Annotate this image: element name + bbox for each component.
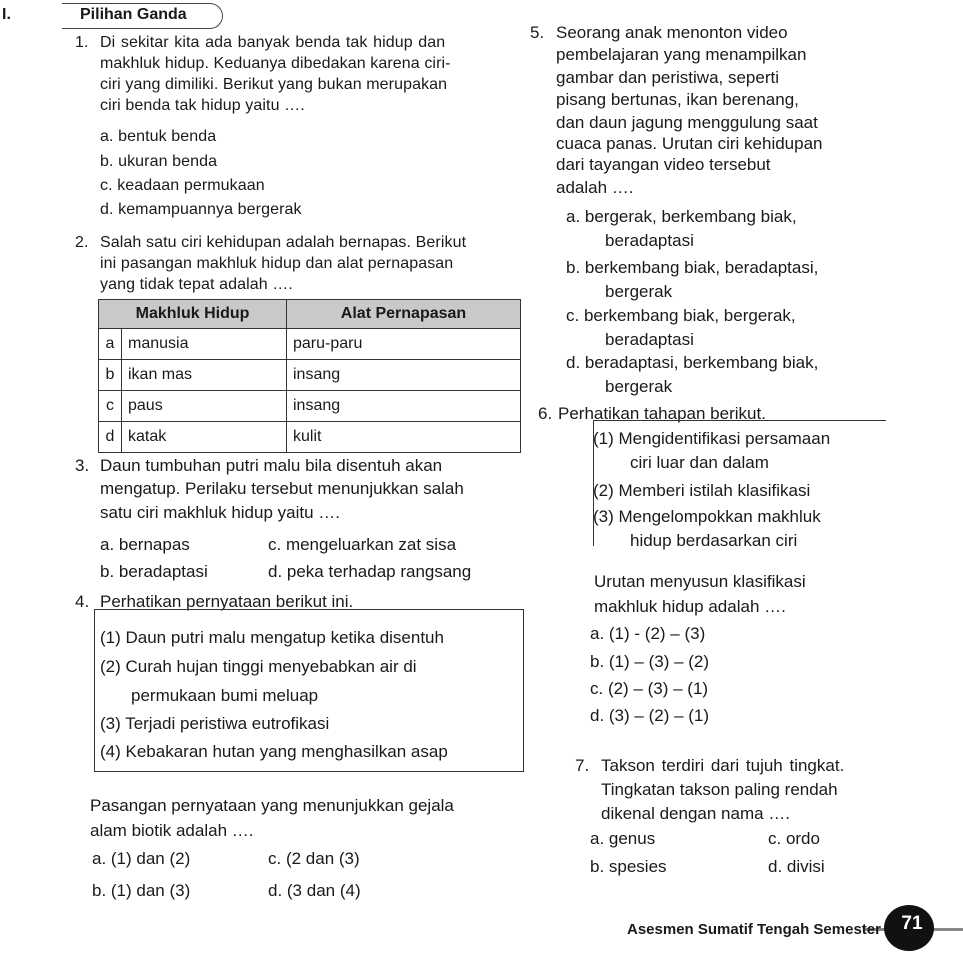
q6-number: 6. [538, 404, 553, 423]
q5-line-5: dan daun jagung menggulung saat [556, 113, 818, 132]
row-letter: a [99, 329, 122, 360]
q5-option-b-cont: bergerak [605, 282, 673, 301]
q3-option-a[interactable]: a. bernapas [100, 535, 190, 554]
q2-line-2: ini pasangan makhluk hidup dan alat pernapasan [100, 255, 454, 272]
q6-step-3: (3) Mengelompokkan makhluk [593, 507, 821, 526]
section-number: I. [2, 6, 11, 23]
row-letter: b [99, 360, 122, 391]
q5-option-c-cont: beradaptasi [605, 330, 694, 349]
q5-option-a[interactable]: a. bergerak, berkembang biak, [566, 207, 797, 226]
q6-question-line-1: Urutan menyusun klasifikasi [594, 572, 806, 591]
row-alat: insang [287, 360, 521, 391]
q5-line-4: pisang bertunas, ikan berenang, [556, 90, 799, 109]
q2-line-1: Salah satu ciri kehidupan adalah bernapas. Berikut [100, 234, 467, 251]
q4-option-d[interactable]: d. (3 dan (4) [268, 881, 361, 900]
q1-number: 1. [75, 34, 89, 51]
q3-line-1: Daun tumbuhan putri malu bila disentuh akan [100, 456, 443, 475]
q7-line-1: Takson terdiri dari tujuh tingkat. [601, 756, 845, 775]
q1-line-2: makhluk hidup. Keduanya dibedakan karena ciri- [100, 55, 451, 72]
q5-option-a-cont: beradaptasi [605, 231, 694, 250]
q7-option-c[interactable]: c. ordo [768, 829, 820, 848]
q4-statement-3: (3) Terjadi peristiwa eutrofikasi [100, 714, 330, 733]
q4-question-line-1: Pasangan pernyataan yang menunjukkan gejala [90, 796, 454, 815]
q4-option-b[interactable]: b. (1) dan (3) [92, 881, 191, 900]
q4-statement-4: (4) Kebakaran hutan yang menghasilkan asap [100, 742, 448, 761]
q4-statement-2-cont: permukaan bumi meluap [131, 686, 319, 705]
q5-option-d-cont: bergerak [605, 377, 673, 396]
q2-line-3: yang tidak tepat adalah …. [100, 276, 293, 293]
q6-option-b[interactable]: b. (1) – (3) – (2) [590, 652, 710, 671]
row-makhluk: manusia [122, 329, 287, 360]
table-header-alat: Alat Pernapasan [287, 300, 521, 329]
q5-line-2: pembelajaran yang menampilkan [556, 45, 807, 64]
q6-step-2: (2) Memberi istilah klasifikasi [593, 481, 811, 500]
q5-option-b[interactable]: b. berkembang biak, beradaptasi, [566, 258, 819, 277]
row-makhluk: ikan mas [122, 360, 287, 391]
q5-option-d[interactable]: d. beradaptasi, berkembang biak, [566, 353, 819, 372]
q3-option-b[interactable]: b. beradaptasi [100, 562, 208, 581]
q5-line-7: dari tayangan video tersebut [556, 155, 771, 174]
q3-number: 3. [75, 456, 90, 475]
q5-line-6: cuaca panas. Urutan ciri kehidupan [556, 134, 823, 153]
q7-number: 7. [575, 756, 590, 775]
q4-question-line-2: alam biotik adalah …. [90, 821, 254, 840]
q4-option-c[interactable]: c. (2 dan (3) [268, 849, 360, 868]
q7-option-b[interactable]: b. spesies [590, 857, 667, 876]
q6-intro: Perhatikan tahapan berikut. [558, 404, 766, 423]
q1-option-d[interactable]: d. kemampuannya bergerak [100, 201, 302, 218]
q1-line-3: ciri yang dimiliki. Berikut yang bukan merupakan [100, 76, 448, 93]
q1-option-b[interactable]: b. ukuran benda [100, 153, 218, 170]
q6-option-d[interactable]: d. (3) – (2) – (1) [590, 706, 710, 725]
q1-option-c[interactable]: c. keadaan permukaan [100, 177, 265, 194]
table-row[interactable] [99, 329, 521, 360]
q6-step-1: (1) Mengidentifikasi persamaan [593, 429, 831, 448]
row-makhluk: paus [122, 391, 287, 422]
table-header-row [99, 300, 521, 329]
q7-line-3: dikenal dengan nama …. [601, 804, 791, 823]
q4-number: 4. [75, 592, 90, 611]
q5-line-8: adalah …. [556, 178, 634, 197]
q3-option-d[interactable]: d. peka terhadap rangsang [268, 562, 472, 581]
q4-statement-2: (2) Curah hujan tinggi menyebabkan air di [100, 657, 417, 676]
q3-option-c[interactable]: c. mengeluarkan zat sisa [268, 535, 457, 554]
respiration-table [98, 299, 521, 453]
q3-line-3: satu ciri makhluk hidup yaitu …. [100, 503, 340, 522]
q7-line-2: Tingkatan takson paling rendah [601, 780, 838, 799]
row-makhluk: katak [122, 422, 287, 453]
q4-statement-1: (1) Daun putri malu mengatup ketika disentuh [100, 628, 444, 647]
row-alat: insang [287, 391, 521, 422]
row-alat: kulit [287, 422, 521, 453]
q6-option-a[interactable]: a. (1) - (2) – (3) [590, 624, 706, 643]
q5-line-1: Seorang anak menonton video [556, 23, 788, 42]
footer-title: Asesmen Sumatif Tengah Semester [627, 921, 881, 938]
q3-line-2: mengatup. Perilaku tersebut menunjukkan salah [100, 479, 464, 498]
q5-line-3: gambar dan peristiwa, seperti [556, 68, 780, 87]
table-header-makhluk: Makhluk Hidup [99, 300, 287, 329]
q6-step-3-cont: hidup berdasarkan ciri [630, 531, 798, 550]
q2-number: 2. [75, 234, 89, 251]
row-alat: paru-paru [287, 329, 521, 360]
q1-line-1: Di sekitar kita ada banyak benda tak hidup dan [100, 34, 446, 51]
row-letter: c [99, 391, 122, 422]
q6-option-c[interactable]: c. (2) – (3) – (1) [590, 679, 709, 698]
section-title: Pilihan Ganda [80, 6, 187, 23]
row-letter: d [99, 422, 122, 453]
q1-line-4: ciri benda tak hidup yaitu …. [100, 97, 305, 114]
q7-option-a[interactable]: a. genus [590, 829, 656, 848]
table-row[interactable] [99, 360, 521, 391]
q4-option-a[interactable]: a. (1) dan (2) [92, 849, 191, 868]
q4-intro: Perhatikan pernyataan berikut ini. [100, 592, 354, 611]
page-number: 71 [901, 913, 923, 934]
q6-step-1-cont: ciri luar dan dalam [630, 453, 769, 472]
q7-option-d[interactable]: d. divisi [768, 857, 825, 876]
q5-option-c[interactable]: c. berkembang biak, bergerak, [566, 306, 796, 325]
q5-number: 5. [530, 23, 545, 42]
q6-question-line-2: makhluk hidup adalah …. [594, 597, 786, 616]
q1-option-a[interactable]: a. bentuk benda [100, 128, 217, 145]
table-row[interactable] [99, 391, 521, 422]
table-row[interactable] [99, 422, 521, 453]
